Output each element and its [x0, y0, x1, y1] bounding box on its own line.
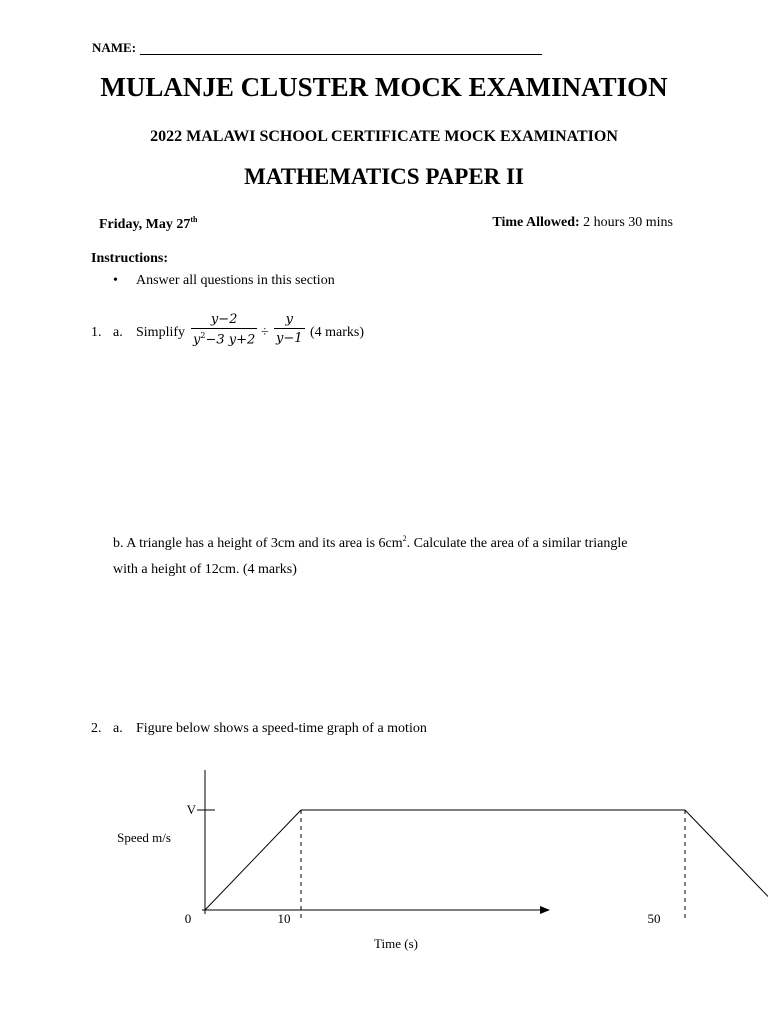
q2a-text: Figure below shows a speed-time graph of a motion: [136, 721, 427, 736]
exam-subtitle: 2022 MALAWI SCHOOL CERTIFICATE MOCK EXAMINATION: [150, 128, 618, 145]
time-value: 2 hours 30 mins: [583, 215, 673, 230]
time-label: Time Allowed:: [492, 215, 580, 230]
x-tick-label: 10: [277, 911, 291, 926]
instruction-item: Answer all questions in this section: [136, 273, 335, 288]
divide-operator: ÷: [261, 325, 269, 340]
den-rest: −3 y+2: [205, 332, 256, 348]
q1b-line-2: with a height of 12cm. (4 marks): [113, 562, 297, 577]
q2-number: 2.: [91, 721, 102, 736]
fraction-2-denominator: y−1: [276, 331, 303, 346]
paper-title: MATHEMATICS PAPER II: [244, 164, 524, 189]
q1-number: 1.: [91, 325, 102, 340]
x-axis-label: Time (s): [374, 936, 418, 951]
q1a-label: a.: [113, 325, 123, 340]
name-label: NAME:: [92, 40, 137, 55]
q1b-text-start: b. A triangle has a height of 3cm and its area is 6cm: [113, 536, 403, 551]
graph-segment: [685, 810, 768, 910]
y-axis-label: Speed m/s: [117, 830, 171, 845]
fraction-2-numerator: y: [285, 312, 293, 327]
q1a-marks: (4 marks): [310, 325, 365, 340]
exam-title: MULANJE CLUSTER MOCK EXAMINATION: [100, 72, 668, 102]
graph-segment: [205, 810, 301, 910]
q1b-exponent: 2: [402, 534, 407, 543]
q1a-verb: Simplify: [136, 325, 186, 340]
den-exponent: 2: [200, 331, 206, 340]
date-suffix: th: [190, 215, 198, 224]
date-text: Friday, May 27: [99, 217, 191, 232]
y-tick-label-v: V: [186, 802, 196, 817]
instructions-heading: Instructions:: [91, 251, 169, 266]
x-axis-arrow: [540, 906, 550, 914]
bullet-icon: •: [113, 273, 118, 288]
x-tick-label: 50: [647, 911, 661, 926]
den-term: y: [193, 332, 201, 348]
q2a-label: a.: [113, 721, 123, 736]
x-tick-label: 0: [184, 911, 192, 926]
q1b-text-end: . Calculate the area of a similar triangle: [406, 536, 628, 551]
fraction-1-numerator: y−2: [210, 312, 238, 327]
